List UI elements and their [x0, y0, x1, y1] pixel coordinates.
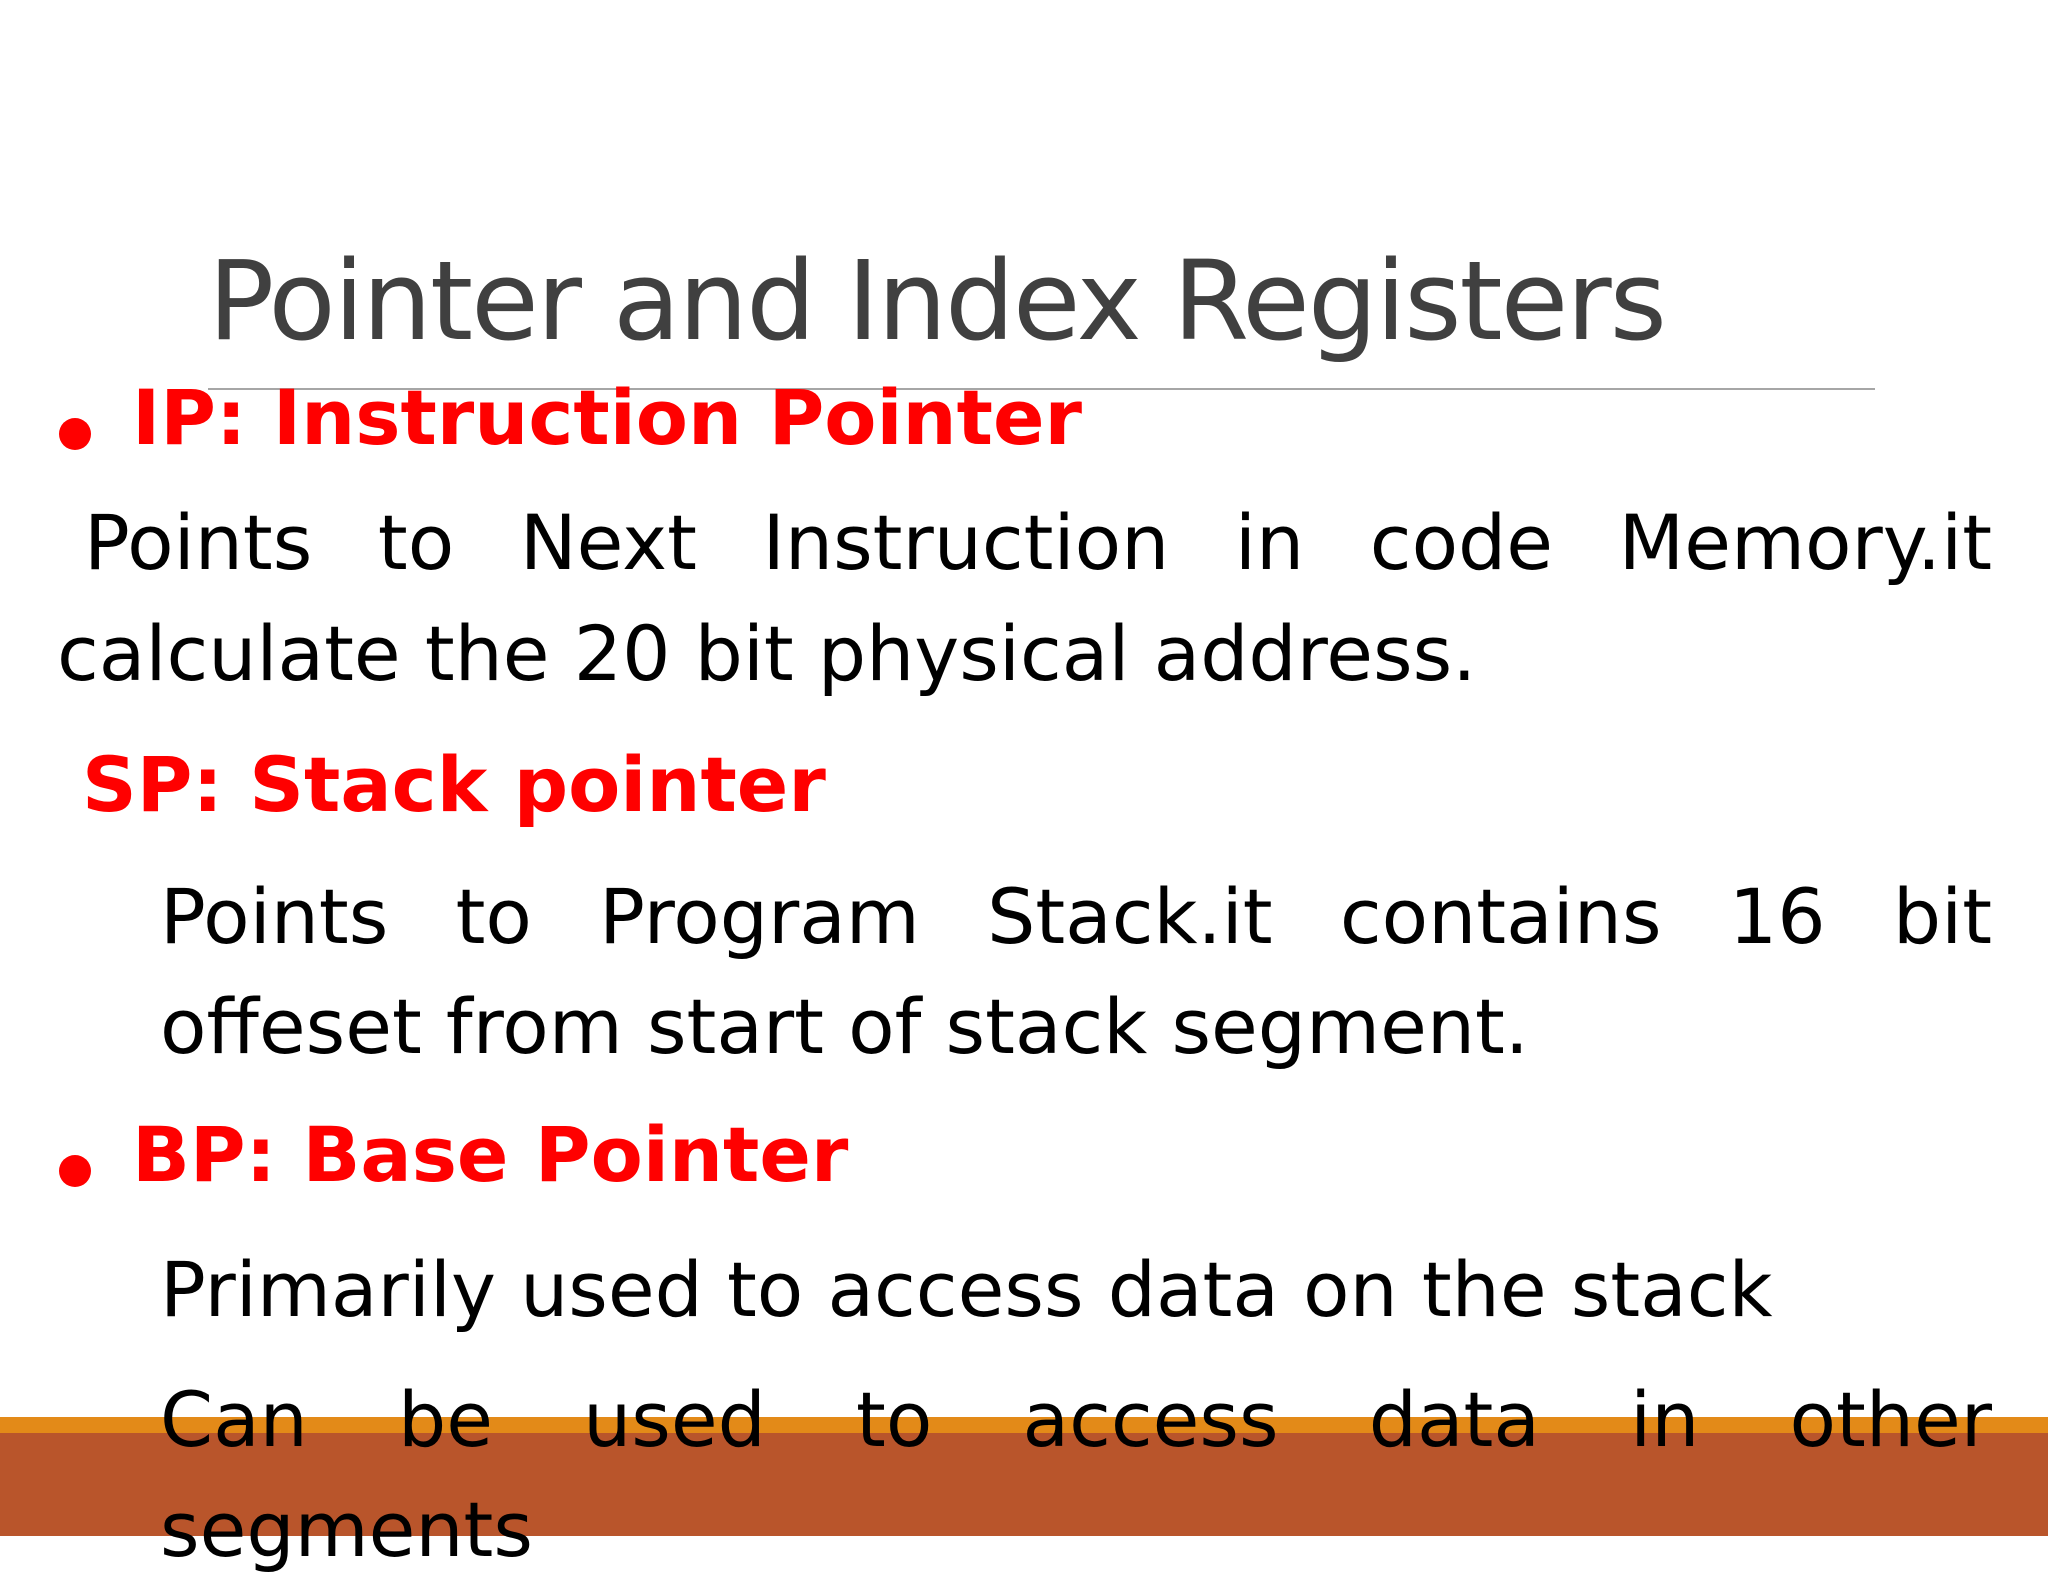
- stack-pointer-desc-line1: Points to Program Stack.it contains 16 bit: [160, 872, 1992, 961]
- slide-title: Pointer and Index Registers: [208, 237, 1665, 365]
- base-pointer-desc2-line1: Can be used to access data in other: [160, 1375, 1992, 1464]
- base-pointer-desc2-line2: segments: [160, 1485, 533, 1574]
- stack-pointer-desc-line2: offeset from start of stack segment.: [160, 982, 1529, 1071]
- instruction-pointer-desc-line2: calculate the 20 bit physical address.: [57, 609, 1477, 698]
- heading-base-pointer: BP: Base Pointer: [132, 1110, 849, 1199]
- heading-stack-pointer: SP: Stack pointer: [82, 740, 826, 829]
- base-pointer-desc: Primarily used to access data on the stack: [160, 1245, 1773, 1334]
- heading-instruction-pointer: IP: Instruction Pointer: [132, 373, 1082, 462]
- instruction-pointer-desc-line1: Points to Next Instruction in code Memory.it: [84, 498, 1992, 587]
- bullet-icon: [59, 1155, 91, 1187]
- bullet-icon: [59, 418, 91, 450]
